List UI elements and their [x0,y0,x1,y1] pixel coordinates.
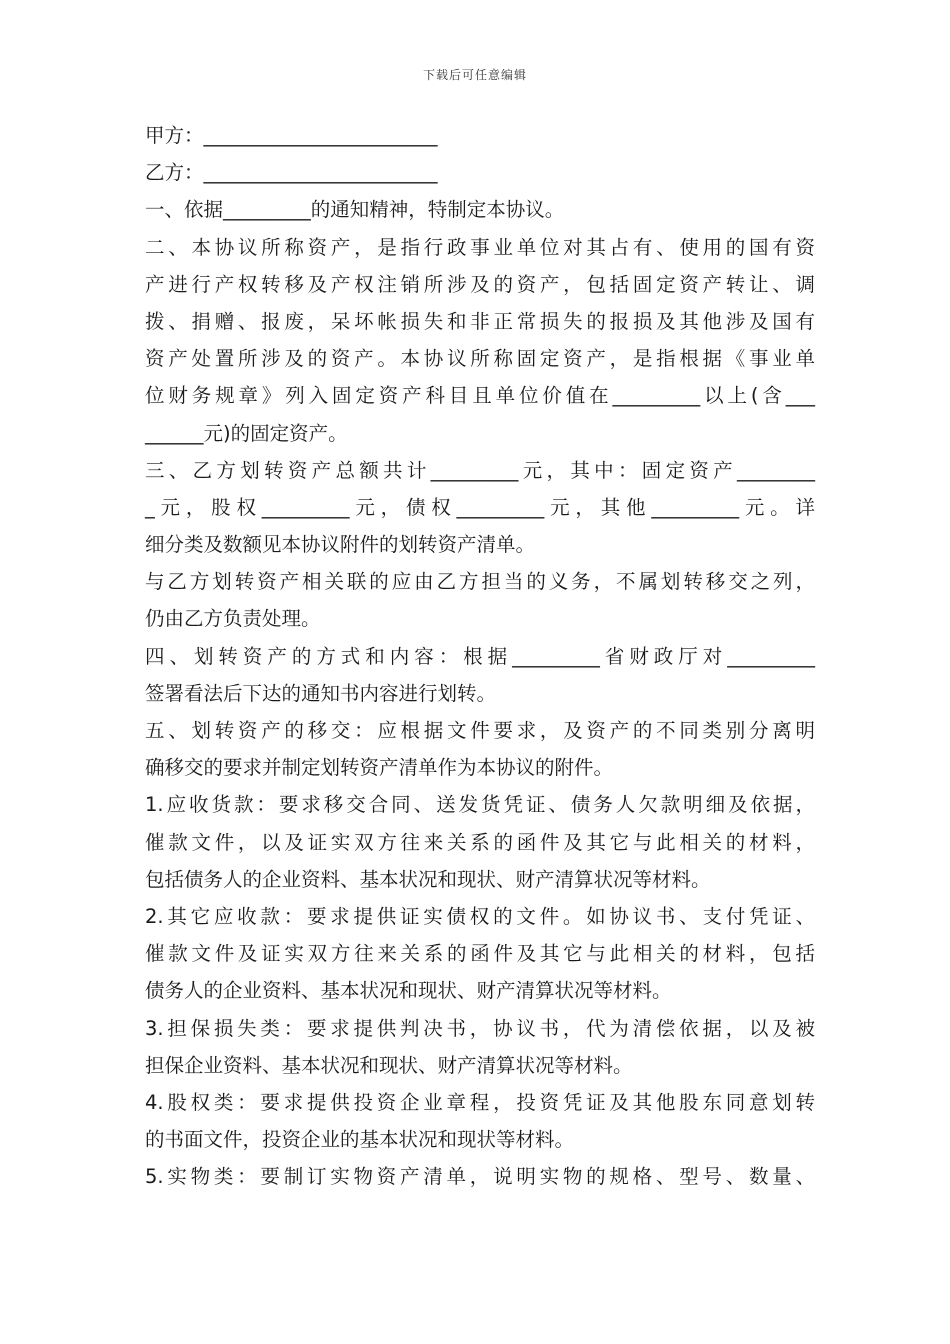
clause-2-line: 拨、捐赠、报废，呆坏帐损失和非正常损失的报损及其他涉及国有 [145,309,815,333]
clause-5-line: 五、划转资产的移交：应根据文件要求，及资产的不同类别分离明 [145,719,815,742]
party-a-line: 甲方：________________________ [145,124,438,147]
item-1-line: 1.应收货款：要求移交合同、送发货凭证、债务人欠款明细及依据， [145,793,815,817]
clause-2-line: 资产处置所涉及的资产。本协议所称固定资产，是指根据《事业单 [145,347,815,371]
item-3-line: 3.担保损失类：要求提供判决书，协议书，代为清偿依据，以及被 [145,1016,815,1040]
clause-1-line: 一、依据_________的通知精神，特制定本协议。 [145,198,565,222]
item-3-line: 担保企业资料、基本状况和现状、财产清算状况等材料。 [145,1053,633,1077]
clause-4-line: 签署看法后下达的通知书内容进行划转。 [145,681,497,705]
item-1-line: 包括债务人的企业资料、基本状况和现状、财产清算状况等材料。 [145,867,711,891]
document-body [145,117,815,1195]
obligation-line: 与乙方划转资产相关联的应由乙方担当的义务，不属划转移交之列， [145,570,815,594]
clause-4-line: 四、划转资产的方式和内容：根据_________省财政厅对_________ [145,644,815,668]
item-2-line: 债务人的企业资料、基本状况和现状、财产清算状况等材料。 [145,979,672,1003]
item-2-line: 2.其它应收款：要求提供证实债权的文件。如协议书、支付凭证、 [145,904,815,928]
item-1-line: 催款文件，以及证实双方往来关系的函件及其它与此相关的材料， [145,830,815,854]
clause-2-line: 位财务规章》列入固定资产科目且单位价值在_________以上(含___ [145,384,815,408]
item-4-line: 4.股权类：要求提供投资企业章程，投资凭证及其他股东同意划转 [145,1090,815,1114]
item-2-line: 催款文件及证实双方往来关系的函件及其它与此相关的材料，包括 [145,942,815,966]
clause-3-line: 三、乙方划转资产总额共计_________元，其中：固定资产________ [145,458,815,482]
item-5-line: 5.实物类：要制订实物资产清单，说明实物的规格、型号、数量、 [145,1165,815,1189]
page-header-note: 下载后可任意编辑 [422,68,527,82]
clause-2-line: 产进行产权转移及产权注销所涉及的资产，包括固定资产转让、调 [145,272,815,296]
clause-5-line: 确移交的要求并制定划转资产清单作为本协议的附件。 [145,756,614,780]
item-4-line: 的书面文件，投资企业的基本状况和现状等材料。 [145,1128,575,1152]
clause-3-line: _元，股权_________元，债权_________元，其他_________元。详 [145,495,815,519]
party-b-line: 乙方：________________________ [145,161,438,185]
clause-2-line: ______元)的固定资产。 [145,421,348,445]
clause-2-line: 二、本协议所称资产，是指行政事业单位对其占有、使用的国有资 [145,235,815,259]
obligation-line: 仍由乙方负责处理。 [145,607,321,631]
clause-3-line: 细分类及数额见本协议附件的划转资产清单。 [145,533,536,557]
